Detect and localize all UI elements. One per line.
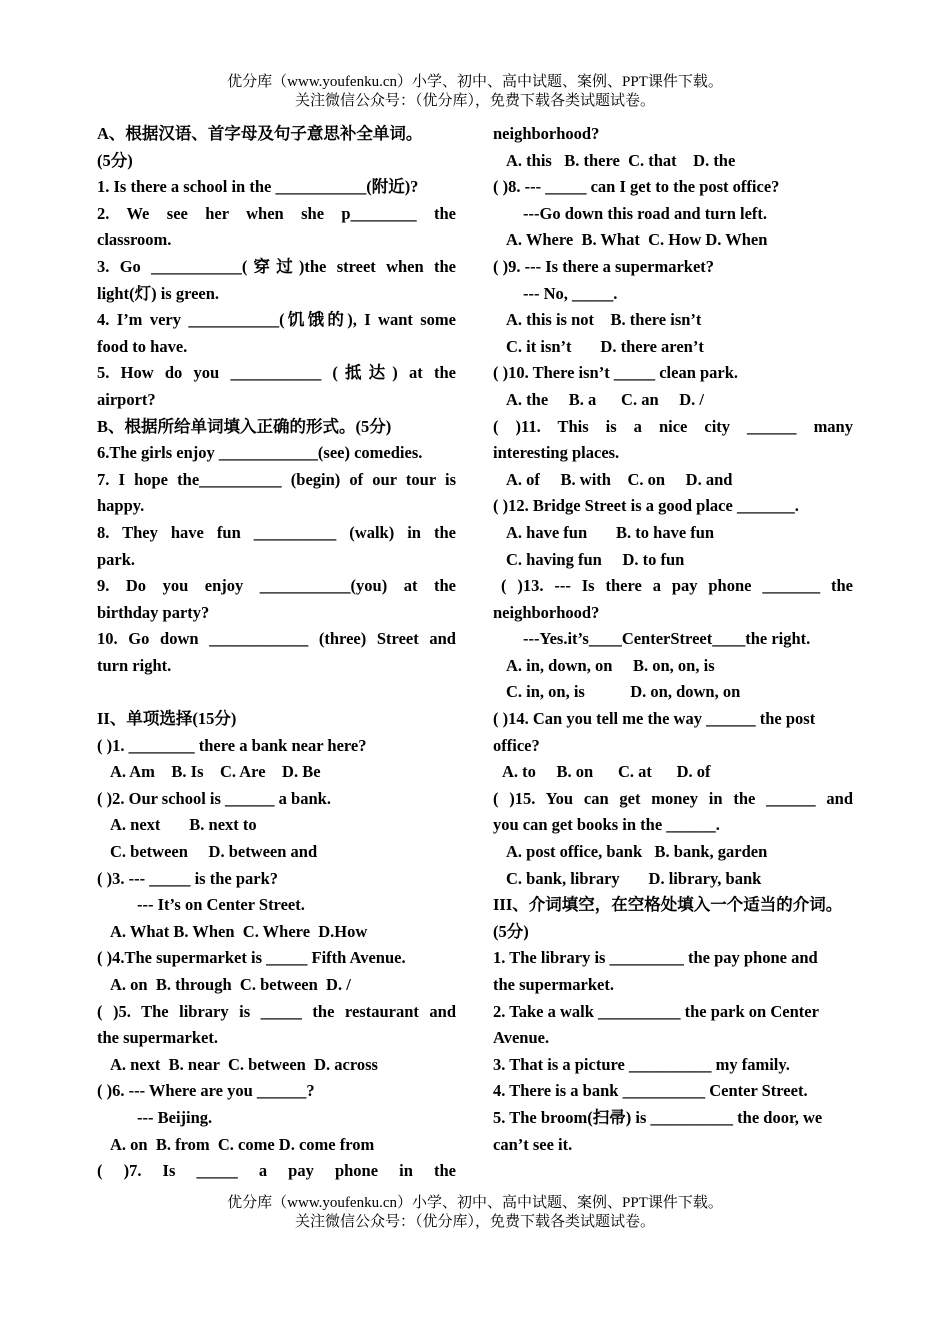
section-a-heading: A、根据汉语、首字母及句子意思补全单词。: [97, 124, 423, 143]
question-line: turn right.: [97, 655, 172, 675]
question-line: 2. We see her when she p________ the: [97, 203, 456, 223]
option-line: C. it isn’t D. there aren’t: [506, 336, 704, 356]
question-line: 5. The broom(扫帚) is __________ the door, we: [493, 1107, 823, 1127]
question-line: office?: [493, 735, 540, 755]
section-b-heading: B、根据所给单词填入正确的形式。(5分): [97, 416, 392, 436]
question-line: 3. Go ___________(穿过)the street when the: [97, 256, 456, 276]
question-line: food to have.: [97, 336, 188, 356]
question-line: 8. They have fun __________ (walk) in the: [97, 522, 456, 542]
question-line: ( )5. The library is _____ the restaurant and: [97, 1001, 456, 1021]
question-line: 4. There is a bank __________ Center Street.: [493, 1081, 808, 1101]
option-line: A. next B. next to: [110, 815, 257, 835]
question-line: birthday party?: [97, 602, 210, 622]
footer-line-2: 关注微信公众号：（优分库），免费下载各类试题试卷。: [294, 1214, 655, 1230]
question-line: ( )6. --- Where are you ______?: [97, 1081, 315, 1101]
option-line: C. between D. between and: [110, 842, 318, 862]
question-line: classroom.: [97, 230, 172, 250]
header-line-2: 关注微信公众号：（优分库），免费下载各类试题试卷。: [294, 93, 655, 109]
question-line: neighborhood?: [493, 124, 600, 143]
option-line: C. in, on, is D. on, down, on: [506, 682, 741, 702]
question-line: ( )4.The supermarket is _____ Fifth Avenue.: [97, 948, 406, 968]
question-line: 6.The girls enjoy ____________(see) comedies.: [97, 443, 423, 463]
question-line: ( )9. --- Is there a supermarket?: [493, 256, 715, 276]
footer-line-1: 优分库（www.youfenku.cn）小学、初中、高中试题、案例、PPT课件下载。: [227, 1195, 723, 1211]
option-line: A. Where B. What C. How D. When: [506, 230, 768, 250]
option-line: A. post office, bank B. bank, garden: [506, 842, 768, 862]
option-line: A. to B. on C. at D. of: [502, 762, 711, 782]
question-line: Avenue.: [493, 1028, 550, 1048]
question-line: ( )12. Bridge Street is a good place _______.: [493, 496, 799, 516]
right-column: [493, 121, 853, 1158]
question-line: 5. How do you ___________ (抵达) at the: [97, 363, 456, 383]
left-column: [97, 121, 456, 1185]
question-line: ( )13. --- Is there a pay phone _______ the: [501, 576, 853, 596]
option-line: A. Am B. Is C. Are D. Be: [110, 762, 321, 782]
option-line: A. the B. a C. an D. /: [506, 389, 705, 409]
question-line: light(灯) is green.: [97, 283, 220, 303]
question-line: the supermarket.: [97, 1028, 218, 1048]
header-line-1: 优分库（www.youfenku.cn）小学、初中、高中试题、案例、PPT课件下载。: [227, 74, 723, 90]
question-line: ( )7. Is _____ a pay phone in the: [97, 1161, 456, 1181]
question-line: ( )10. There isn’t _____ clean park.: [493, 363, 739, 383]
page-footer: [0, 1194, 950, 1232]
option-line: A. of B. with C. on D. and: [506, 469, 733, 489]
page-header: [0, 73, 950, 111]
question-line: 10. Go down ____________ (three) Street and: [97, 629, 456, 649]
question-line: you can get books in the ______.: [493, 815, 720, 835]
option-line: A. next B. near C. between D. across: [110, 1054, 378, 1074]
question-line: 1. Is there a school in the ___________(附近)?: [97, 177, 419, 197]
question-line: the supermarket.: [493, 975, 614, 994]
question-line: ( )15. You can get money in the ______ and: [493, 788, 853, 808]
dialogue-line: --- No, _____.: [523, 283, 618, 303]
option-line: C. bank, library D. library, bank: [506, 868, 762, 888]
option-line: A. in, down, on B. on, on, is: [506, 655, 715, 675]
question-line: can’t see it.: [493, 1134, 573, 1154]
question-line: ( )14. Can you tell me the way ______ the post: [493, 709, 816, 729]
dialogue-line: --- It’s on Center Street.: [137, 895, 305, 915]
question-line: 4. I’m very ___________(饥饿的), I want some: [97, 310, 456, 330]
option-line: A. this B. there C. that D. the: [506, 150, 736, 170]
section-iii-heading: III、介词填空，在空格处填入一个适当的介词。: [493, 895, 843, 915]
question-line: park.: [97, 549, 136, 569]
question-line: airport?: [97, 389, 156, 409]
blank-line: [97, 679, 456, 706]
question-line: happy.: [97, 496, 145, 516]
question-line: 3. That is a picture __________ my family.: [493, 1054, 790, 1074]
question-line: 9. Do you enjoy ___________(you) at the: [97, 576, 456, 596]
option-line: C. having fun D. to fun: [506, 549, 685, 569]
section-a-score: (5分): [97, 150, 133, 170]
question-line: neighborhood?: [493, 602, 600, 622]
question-line: interesting places.: [493, 443, 620, 463]
question-line: ( )3. --- _____ is the park?: [97, 868, 279, 888]
dialogue-line: ---Go down this road and turn left.: [523, 203, 768, 223]
option-line: A. have fun B. to have fun: [506, 522, 715, 542]
question-line: ( )11. This is a nice city ______ many: [493, 416, 853, 436]
dialogue-line: ---Yes.it’s____CenterStreet____the right.: [523, 629, 811, 649]
section-iii-score: (5分): [493, 921, 529, 941]
option-line: A. on B. through C. between D. /: [110, 975, 351, 994]
option-line: A. What B. When C. Where D.How: [110, 921, 368, 941]
option-line: A. on B. from C. come D. come from: [110, 1134, 375, 1154]
question-line: ( )2. Our school is ______ a bank.: [97, 788, 331, 808]
question-line: 1. The library is _________ the pay phone and: [493, 948, 818, 968]
dialogue-line: --- Beijing.: [137, 1107, 213, 1127]
section-ii-heading: II、单项选择(15分): [97, 709, 237, 729]
question-line: ( )8. --- _____ can I get to the post office?: [493, 177, 780, 197]
question-line: 7. I hope the__________ (begin) of our tour is: [97, 469, 456, 489]
question-line: ( )1. ________ there a bank near here?: [97, 735, 367, 755]
question-line: 2. Take a walk __________ the park on Center: [493, 1001, 819, 1021]
option-line: A. this is not B. there isn’t: [506, 310, 702, 330]
